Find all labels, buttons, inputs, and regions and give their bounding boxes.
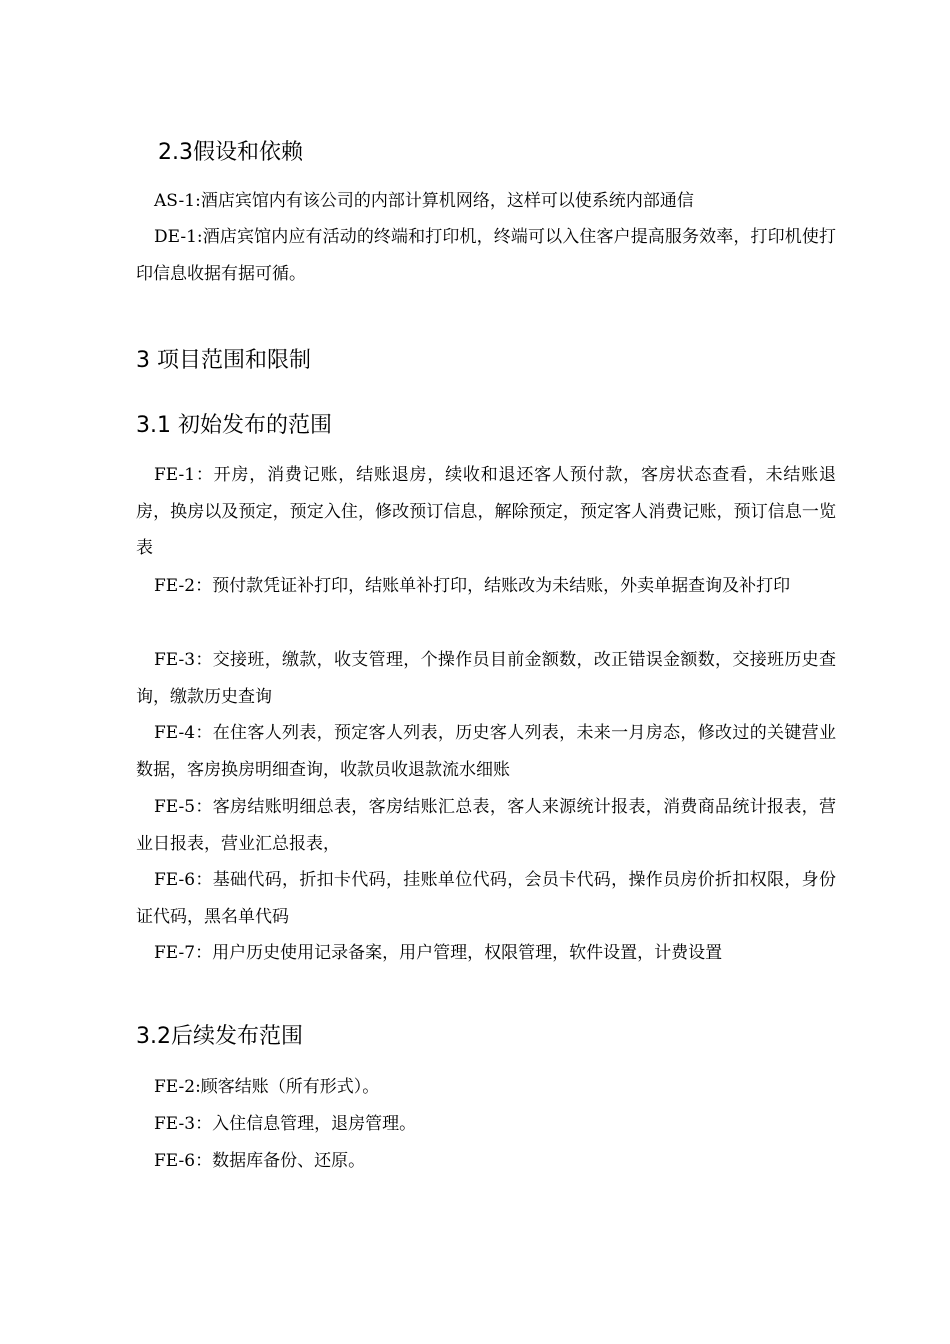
dependency-de-1: DE-1:酒店宾馆内应有活动的终端和打印机，终端可以入住客户提高服务效率，打印机使打印信息收据有据可循。 [136, 227, 836, 284]
feature-fe-7: FE-7：用户历史使用记录备案，用户管理，权限管理，软件设置，计费设置 [154, 943, 723, 963]
feature-fe-6: FE-6：基础代码，折扣卡代码，挂账单位代码，会员卡代码，操作员房价折扣权限，身份证代码，黑名单代码 [136, 870, 836, 927]
feature-fe-1: FE-1：开房，消费记账，结账退房，续收和退还客人预付款，客房状态查看，未结账退房，换房以及预定，预定入住，修改预订信息，解除预定，预定客人消费记账，预订信息一览表 [136, 465, 836, 558]
assumption-as-1: AS-1:酒店宾馆内有该公司的内部计算机网络，这样可以使系统内部通信 [154, 191, 694, 211]
later-feature-fe-3: FE-3：入住信息管理，退房管理。 [154, 1114, 417, 1134]
section-heading-2-3: 2.3假设和依赖 [158, 140, 303, 165]
later-feature-fe-6: FE-6：数据库备份、还原。 [154, 1151, 366, 1171]
feature-fe-3: FE-3：交接班，缴款，收支管理，个操作员目前金额数，改正错误金额数，交接班历史查询，缴款历史查询 [136, 650, 836, 707]
feature-fe-5: FE-5：客房结账明细总表，客房结账汇总表，客人来源统计报表，消费商品统计报表，营业日报表，营业汇总报表， [136, 797, 836, 854]
section-heading-3-2: 3.2后续发布范围 [136, 1024, 303, 1049]
section-heading-3-1: 3.1 初始发布的范围 [136, 413, 332, 438]
feature-fe-4: FE-4：在住客人列表，预定客人列表，历史客人列表，未来一月房态，修改过的关键营业数据，客房换房明细查询，收款员收退款流水细账 [136, 723, 836, 780]
feature-fe-2: FE-2：预付款凭证补打印，结账单补打印，结账改为未结账，外卖单据查询及补打印 [154, 576, 791, 596]
section-heading-3: 3 项目范围和限制 [136, 348, 311, 373]
later-feature-fe-2: FE-2:顾客结账（所有形式）。 [154, 1077, 380, 1097]
